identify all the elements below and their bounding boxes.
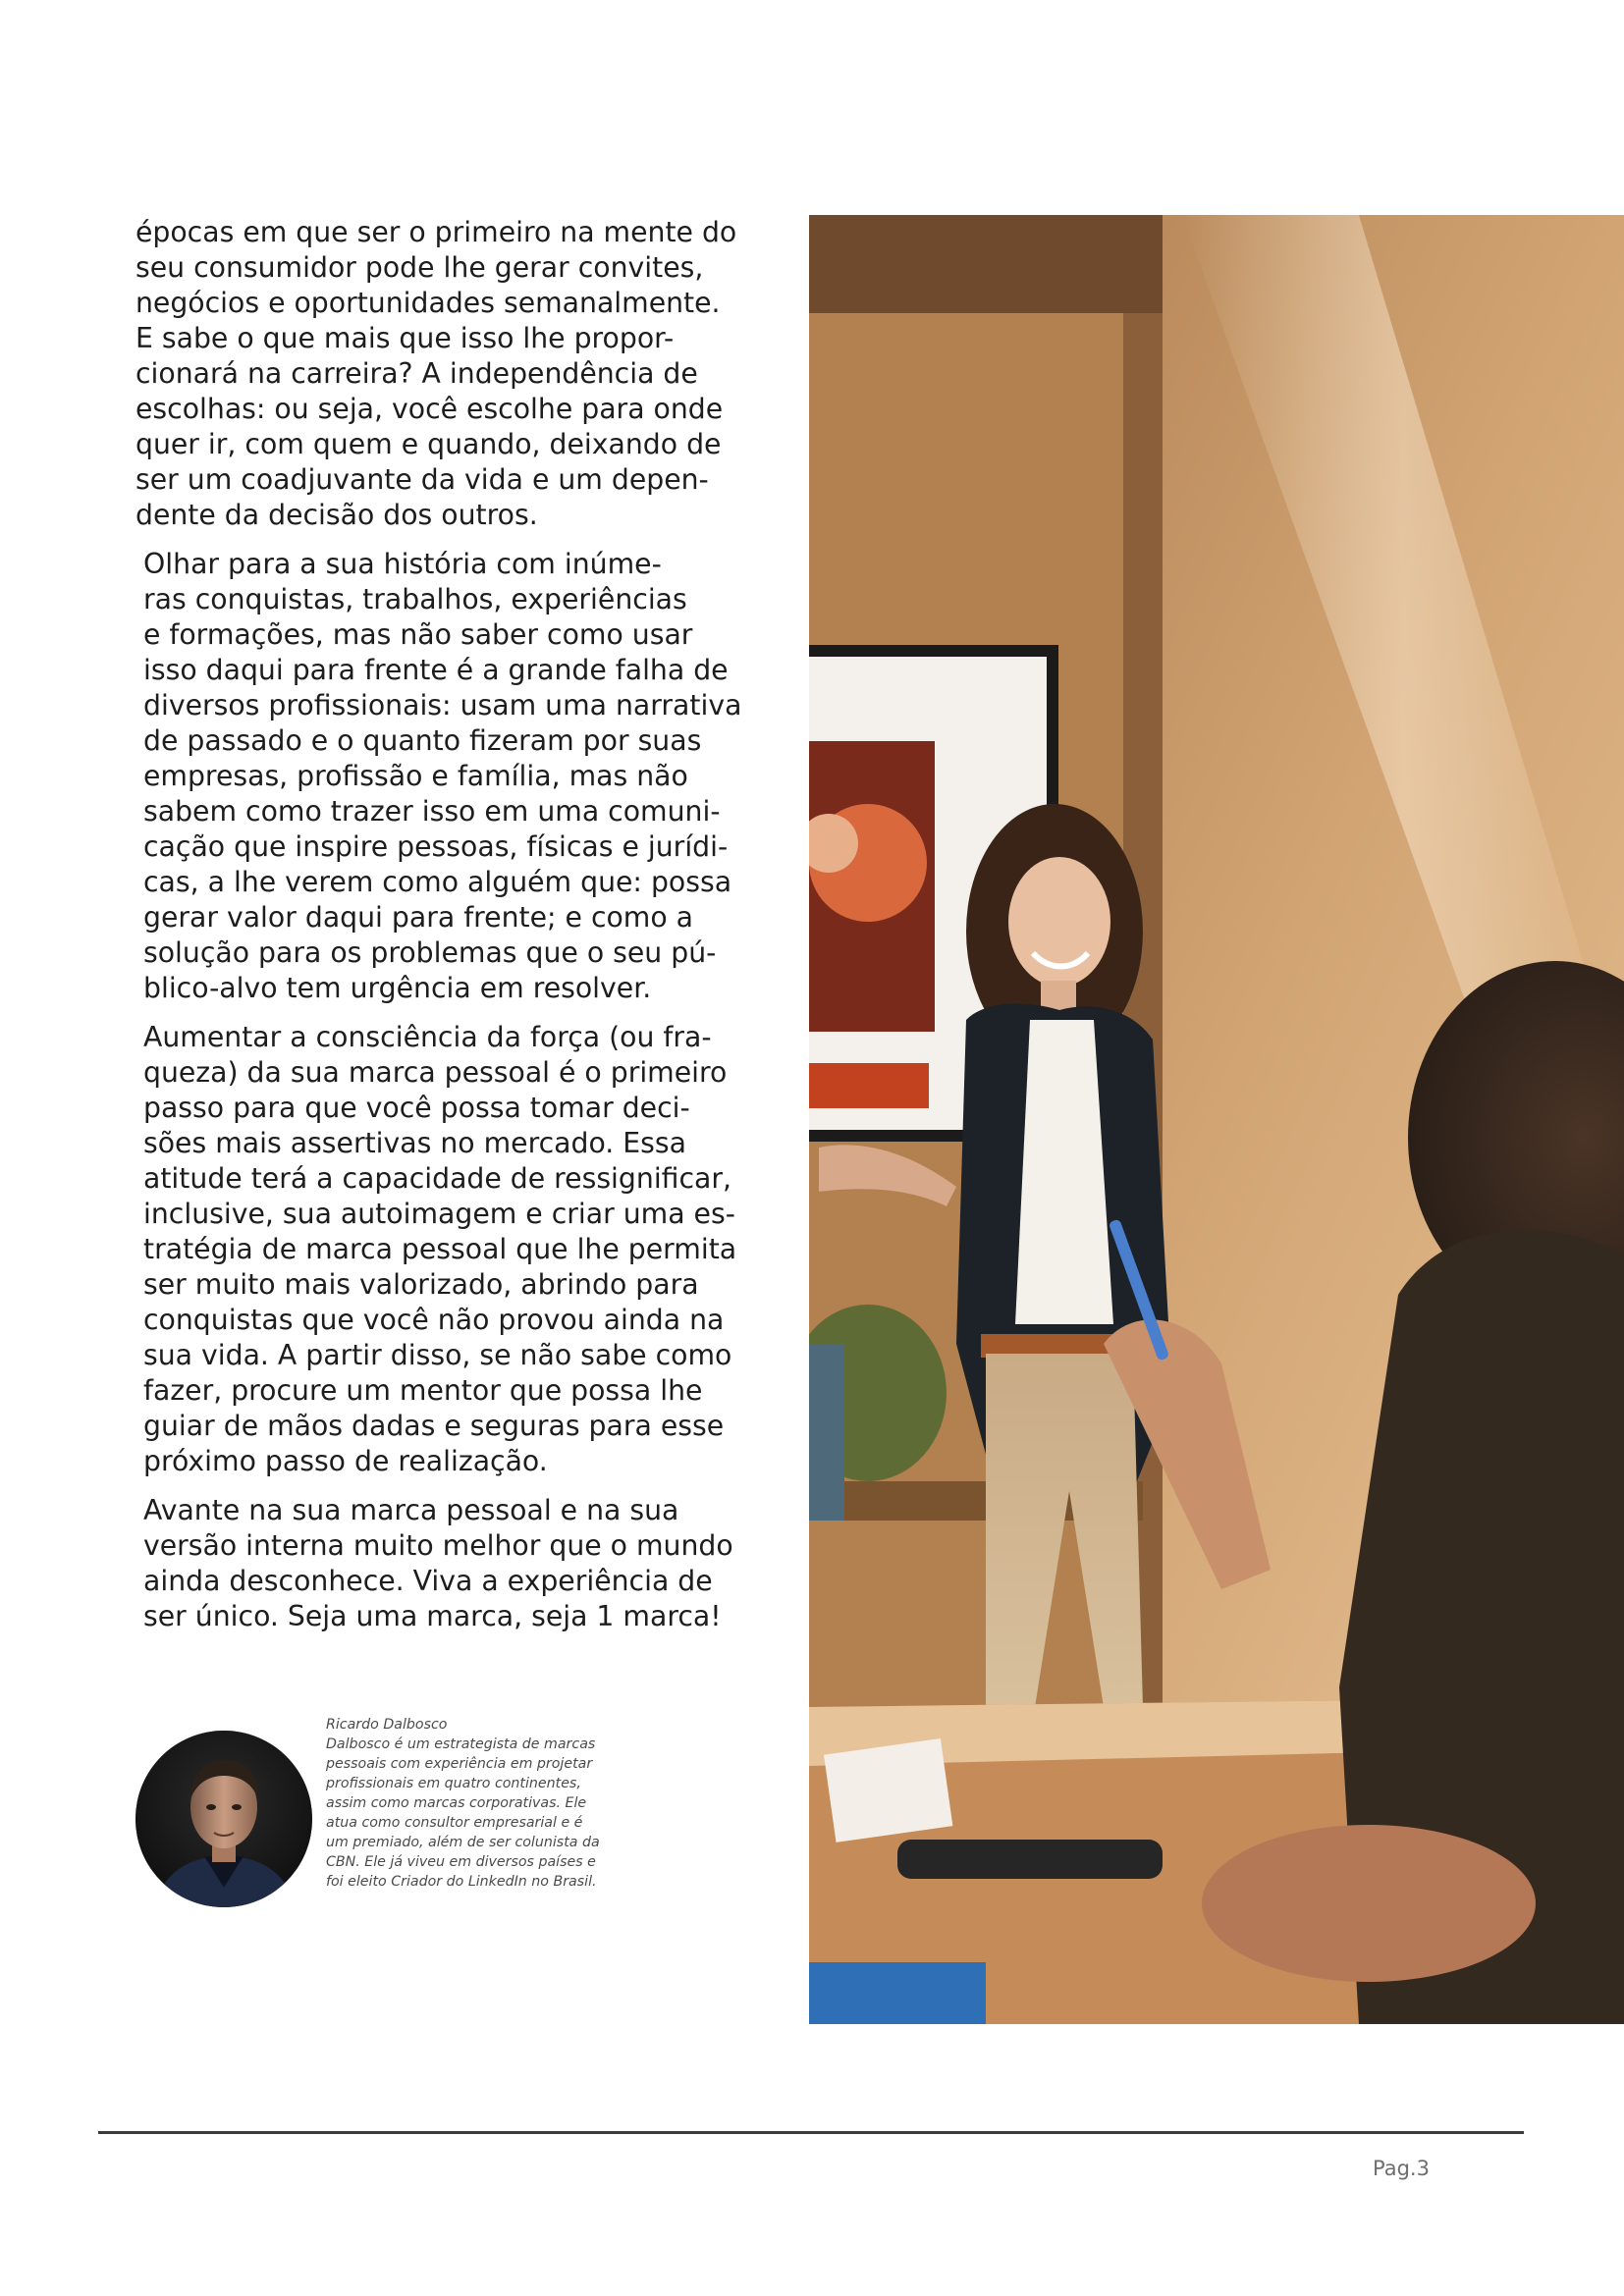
author-avatar xyxy=(135,1731,312,1907)
text-line: cionará na carreira? A independência de xyxy=(135,357,698,390)
text-line: fazer, procure um mentor que possa lhe xyxy=(143,1374,703,1407)
bio-line: profissionais em quatro continentes, xyxy=(326,1776,581,1791)
text-line: quer ir, com quem e quando, deixando de xyxy=(135,428,722,460)
text-line: cas, a lhe verem como alguém que: possa xyxy=(143,866,732,898)
text-line: Avante na sua marca pessoal e na sua xyxy=(143,1494,679,1526)
text-line: versão interna muito melhor que o mundo xyxy=(143,1529,733,1562)
text-line: ainda desconhece. Viva a experiência de xyxy=(143,1565,713,1597)
text-line: conquistas que você não provou ainda na xyxy=(143,1304,725,1336)
text-line: sua vida. A partir disso, se não sabe como xyxy=(143,1339,732,1371)
text-line: e formações, mas não saber como usar xyxy=(143,618,693,651)
text-line: seu consumidor pode lhe gerar convites, xyxy=(135,251,704,284)
bio-line: CBN. Ele já viveu em diversos países e xyxy=(326,1854,596,1870)
text-line: ser um coadjuvante da vida e um depen- xyxy=(135,463,709,496)
text-line: cação que inspire pessoas, físicas e jurídi- xyxy=(143,830,729,863)
text-line: empresas, profissão e família, mas não xyxy=(143,760,688,792)
text-line: ras conquistas, trabalhos, experiências xyxy=(143,583,687,615)
text-line: sões mais assertivas no mercado. Essa xyxy=(143,1127,686,1159)
paragraph-2 xyxy=(135,547,742,1006)
text-line: guiar de mãos dadas e seguras para esse xyxy=(143,1410,725,1442)
text-line: sabem como trazer isso em uma comuni- xyxy=(143,795,721,828)
text-line: ser único. Seja uma marca, seja 1 marca! xyxy=(143,1600,722,1632)
author-name: Ricardo Dalbosco xyxy=(326,1717,448,1733)
text-line: passo para que você possa tomar deci- xyxy=(143,1092,690,1124)
text-line: E sabe o que mais que isso lhe propor- xyxy=(135,322,675,354)
author-bio xyxy=(326,1715,621,1892)
text-line: Olhar para a sua história com inúme- xyxy=(143,548,662,580)
text-line: solução para os problemas que o seu pú- xyxy=(143,936,717,969)
text-line: queza) da sua marca pessoal é o primeiro xyxy=(143,1056,728,1089)
bio-line: atua como consultor empresarial e é xyxy=(326,1815,583,1831)
text-line: escolhas: ou seja, você escolhe para onde xyxy=(135,393,724,425)
footer-divider xyxy=(98,2131,1524,2134)
text-line: tratégia de marca pessoal que lhe permita xyxy=(143,1233,737,1265)
office-meeting-photo xyxy=(809,215,1624,2024)
text-line: blico-alvo tem urgência em resolver. xyxy=(143,972,652,1004)
text-line: gerar valor daqui para frente; e como a xyxy=(143,901,694,934)
paragraph-4 xyxy=(135,1493,733,1634)
photo-illustration xyxy=(809,215,1624,2024)
text-line: próximo passo de realização. xyxy=(143,1445,548,1477)
author-portrait-image xyxy=(135,1731,312,1907)
text-line: ser muito mais valorizado, abrindo para xyxy=(143,1268,699,1301)
bio-line: um premiado, além de ser colunista da xyxy=(326,1835,600,1850)
text-line: dente da decisão dos outros. xyxy=(135,499,538,531)
text-line: diversos profissionais: usam uma narrativa xyxy=(143,689,742,721)
paragraph-3 xyxy=(135,1020,737,1479)
text-line: isso daqui para frente é a grande falha de xyxy=(143,654,729,686)
paragraph-1 xyxy=(135,215,737,533)
text-line: épocas em que ser o primeiro na mente do xyxy=(135,216,737,248)
article-body xyxy=(135,215,742,1648)
bio-line: assim como marcas corporativas. Ele xyxy=(326,1795,587,1811)
text-line: Aumentar a consciência da força (ou fra- xyxy=(143,1021,712,1053)
bio-line: pessoais com experiência em projetar xyxy=(326,1756,593,1772)
bio-line: foi eleito Criador do LinkedIn no Brasil. xyxy=(326,1874,597,1890)
bio-line: Dalbosco é um estrategista de marcas xyxy=(326,1736,596,1752)
text-line: inclusive, sua autoimagem e criar uma es- xyxy=(143,1198,735,1230)
page-number: Pag.3 xyxy=(1373,2157,1430,2180)
text-line: negócios e oportunidades semanalmente. xyxy=(135,287,721,319)
text-line: de passado e o quanto fizeram por suas xyxy=(143,724,702,757)
text-line: atitude terá a capacidade de ressignificar, xyxy=(143,1162,732,1195)
